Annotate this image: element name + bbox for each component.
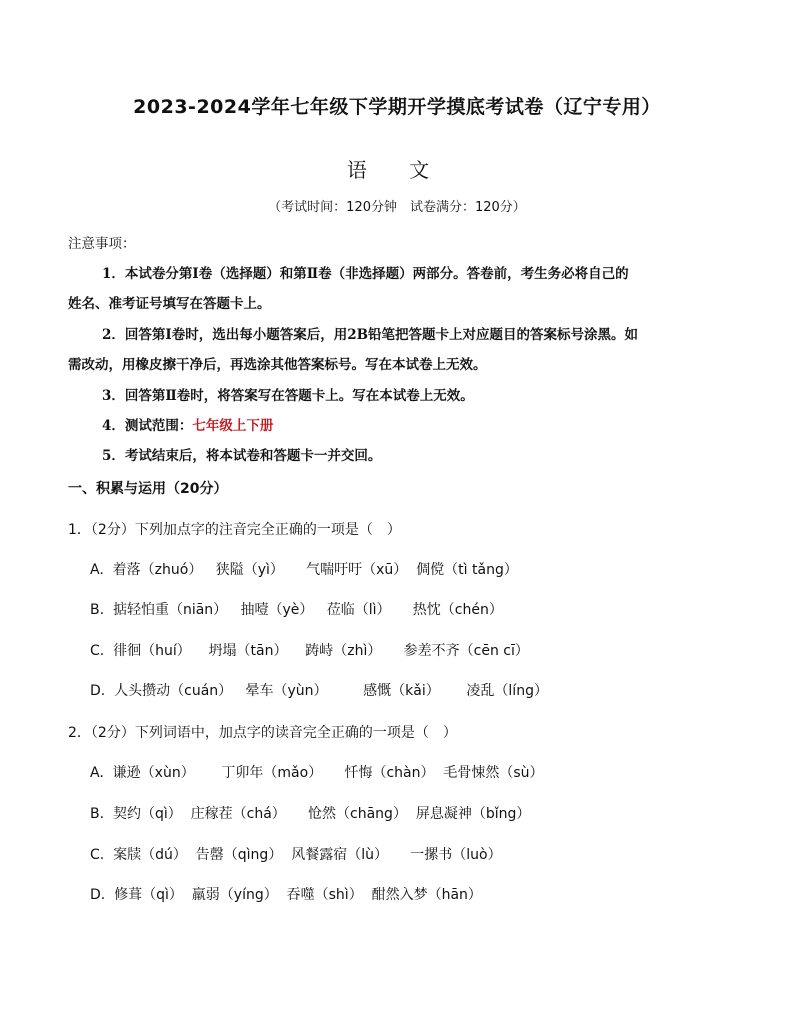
notice-item-2-line-1: 2．回答第Ⅰ卷时，选出每小题答案后，用2B铅笔把答题卡上对应题目的答案标号涂黑。如 — [102, 327, 639, 343]
notice-item-5: 5．考试结束后，将本试卷和答题卡一并交回。 — [102, 448, 382, 464]
section-heading: 一、积累与运用（20分） — [68, 481, 228, 497]
question-1-stem: 1．（2分）下列加点字的注音完全正确的一项是（ ） — [68, 522, 401, 538]
question-1-option-b: B. 掂轻怕重（niān） 抽噎（yè） 莅临（lì） 热忱（chén） — [90, 602, 503, 618]
question-2-option-a: A. 谦逊（xùn） 丁卯年（mǎo） 忏悔（chàn） 毛骨悚然（sù） — [90, 765, 544, 781]
notice-item-2-line-2: 需改动，用橡皮擦干净后，再选涂其他答案标号。写在本试卷上无效。 — [68, 357, 487, 373]
notice-item-3: 3．回答第Ⅱ卷时，将答案写在答题卡上。写在本试卷上无效。 — [102, 388, 474, 404]
question-1-option-d: D. 人头攒动（cuán） 晕车（yùn） 感慨（kǎi） 凌乱（líng） — [90, 683, 548, 699]
question-1-option-a: A. 着落（zhuó） 狭隘（yì） 气喘吁吁（xū） 倜傥（tì tǎng） — [90, 562, 518, 578]
notice-item-4 — [68, 414, 762, 434]
question-2-option-b: B. 契约（qì） 庄稼茬（chá） 怆然（chāng） 屏息凝神（bǐng） — [90, 806, 531, 822]
question-2-option-d: D. 修葺（qì） 羸弱（yíng） 吞噬（shì） 酣然入梦（hān） — [90, 887, 482, 903]
notice-item-1-line-1: 1．本试卷分第Ⅰ卷（选择题）和第Ⅱ卷（非选择题）两部分。答卷前，考生务必将自己的 — [102, 266, 629, 282]
notice-item-4-prefix: 4．测试范围： — [102, 418, 193, 434]
notice-heading: 注意事项： — [68, 236, 136, 252]
question-1-option-c: C. 徘徊（huí） 坍塌（tān） 踌峙（zhì） 参差不齐（cēn cī） — [90, 643, 529, 659]
subject-heading: 语 文 — [346, 158, 448, 182]
question-2-stem: 2．（2分）下列词语中，加点字的读音完全正确的一项是（ ） — [68, 725, 457, 741]
notice-item-1-line-2: 姓名、准考证号填写在答题卡上。 — [68, 296, 271, 312]
exam-title: 2023-2024学年七年级下学期开学摸底考试卷（辽宁专用） — [133, 96, 661, 118]
question-2-option-c: C. 案牍（dú） 告罄（qìng） 风餐露宿（lù） 一摞书（luò） — [90, 847, 502, 863]
test-range: 七年级上下册 — [192, 418, 274, 434]
exam-info: （考试时间：120分钟 试卷满分：120分） — [268, 200, 526, 215]
